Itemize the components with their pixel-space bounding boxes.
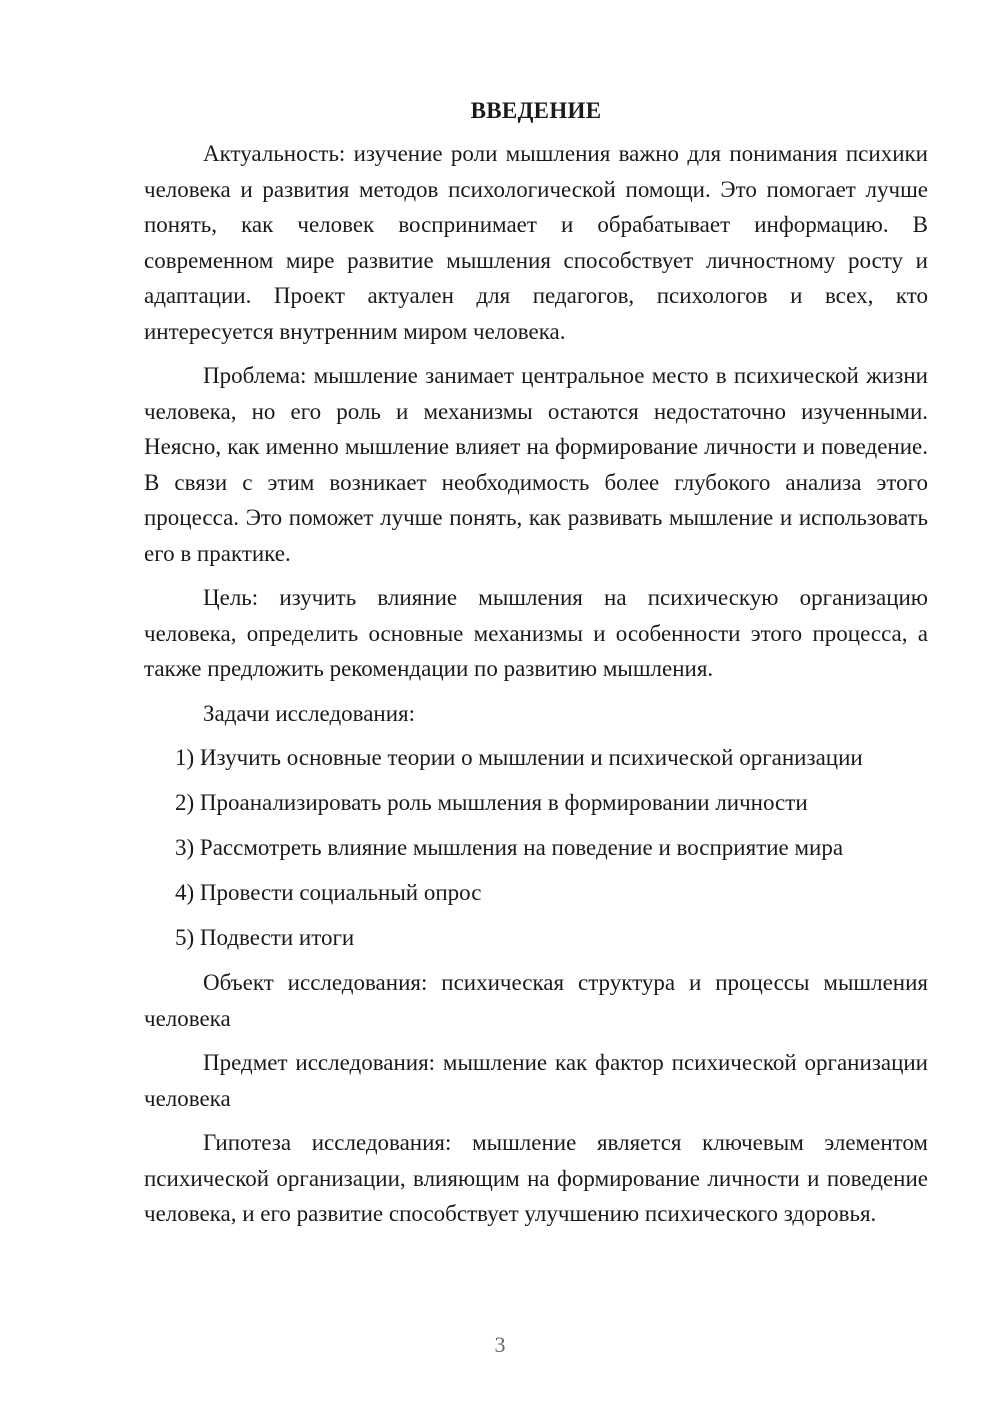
relevance-paragraph: Актуальность: изучение роли мышления важно для понимания психики человека и развития методов психологической помощи. Это помогает лучше понять, как человек воспринимает и обрабатывает информацию. В современном мире развитие мышления способствует личностному росту и адаптации. Проект актуален для педагогов, психологов и всех, кто интересуется внутренним миром человека. (144, 141, 928, 344)
task-item: 4) Провести социальный опрос (175, 880, 482, 905)
problem-paragraph: Проблема: мышление занимает центральное место в психической жизни человека, но его роль и механизмы остаются недостаточно изученными. Неясно, как именно мышление влияет на формирование личности и поведение. В связи с этим возникает необходимость более глубокого анализа этого процесса. Это поможет лучше понять, как развивать мышление и использовать его в практике. (144, 363, 928, 566)
task-item: 2) Проанализировать роль мышления в формировании личности (175, 790, 808, 815)
task-item: 5) Подвести итоги (175, 925, 355, 950)
section-heading: ВВЕДЕНИЕ (470, 98, 602, 123)
page-number: 3 (494, 1332, 506, 1357)
document-page (144, 96, 928, 1241)
hypothesis-paragraph: Гипотеза исследования: мышление является ключевым элементом психической организации, влияющим на формирование личности и поведение человека, и его развитие способствует улучшению психического здоровья. (144, 1130, 928, 1226)
task-item: 3) Рассмотреть влияние мышления на поведение и восприятие мира (175, 835, 844, 860)
object-paragraph: Объект исследования: психическая структура и процессы мышления человека (144, 970, 928, 1031)
goal-paragraph: Цель: изучить влияние мышления на психическую организацию человека, определить основные механизмы и особенности этого процесса, а также предложить рекомендации по развитию мышления. (144, 585, 928, 681)
tasks-label: Задачи исследования: (203, 700, 416, 726)
tasks-list (144, 740, 928, 956)
subject-paragraph: Предмет исследования: мышление как фактор психической организации человека (144, 1050, 928, 1111)
task-item: 1) Изучить основные теории о мышлении и психической организации (175, 745, 863, 770)
